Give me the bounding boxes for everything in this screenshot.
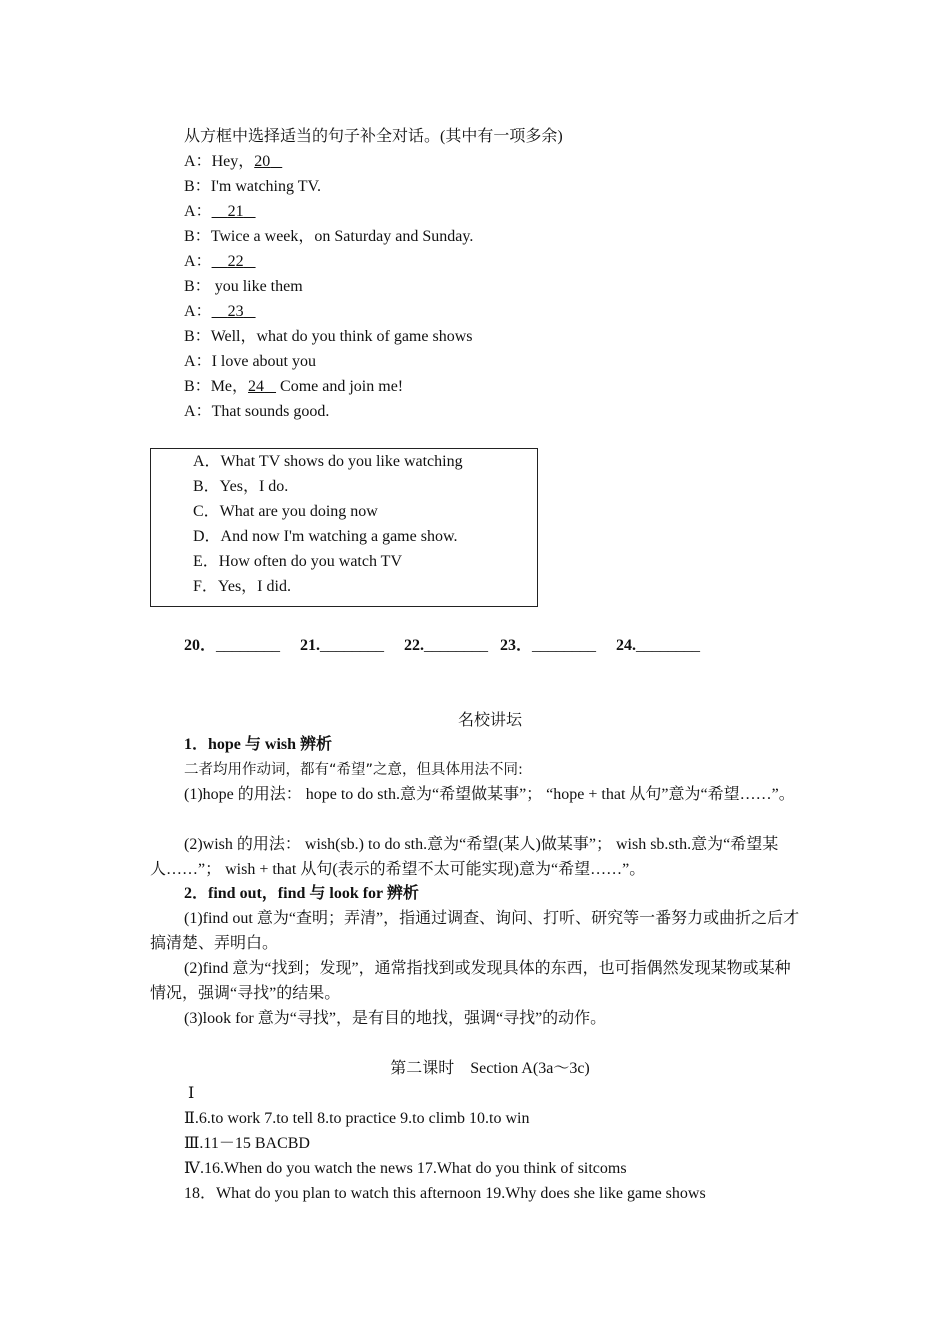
answer-label: 24.: [616, 637, 637, 654]
blank-number: 20: [254, 153, 271, 170]
speaker: A：: [184, 353, 212, 370]
answers-title: 第二课时 Section A(3a～3c): [390, 1060, 590, 1077]
lecture-paragraph: (3)look for 意为“寻找”，是有目的地找，强调“寻找”的动作。: [184, 1010, 607, 1027]
dialogue-line: [184, 252, 256, 272]
speaker: B：: [184, 228, 211, 245]
speaker: A：: [184, 303, 212, 320]
answer-line[interactable]: ________: [216, 637, 281, 654]
dialogue-line: [184, 227, 473, 247]
line-text: Twice a week，on Saturday and Sunday.: [210, 228, 474, 245]
blank-number: 24: [248, 378, 265, 395]
answers-line: Ⅱ.6.to work 7.to tell 8.to practice 9.to climb 10.to win: [184, 1110, 530, 1127]
answer-label: 22.: [404, 637, 425, 654]
answer-line[interactable]: ________: [532, 637, 597, 654]
lecture-paragraph: (1)find out 意为“查明；弄清”，指通过调查、询问、打听、研究等一番努力或曲折之后才搞清楚、弄明白。: [150, 910, 800, 952]
line-text: I love about you: [211, 353, 316, 370]
speaker: B：: [184, 178, 211, 195]
dialogue-line: [184, 402, 329, 422]
line-text: I'm watching TV.: [210, 178, 321, 195]
lecture-title: 名校讲坛: [457, 712, 522, 729]
answer-line[interactable]: ________: [320, 637, 385, 654]
lecture-paragraph: (2)find 意为“找到；发现”，通常指找到或发现具体的东西，也可指偶然发现某物或某种情况，强调“寻找”的结果。: [150, 960, 791, 1002]
dialogue-line: [184, 202, 256, 222]
blank-number: 23: [227, 303, 244, 320]
speaker: B：: [184, 278, 211, 295]
dialogue-line: [184, 152, 282, 172]
option-b: B．Yes，I do.: [193, 478, 289, 495]
line-text: you like them: [210, 278, 303, 295]
line-text: Come and join me!: [276, 378, 404, 395]
speaker: A：: [184, 203, 212, 220]
blank-23[interactable]: [212, 303, 256, 320]
dialogue-line: [184, 352, 316, 372]
option-f: F．Yes，I did.: [193, 578, 291, 595]
answer-line[interactable]: ________: [636, 637, 701, 654]
answer-label: 23．: [500, 637, 533, 654]
line-text: Well，what do you think of game shows: [210, 328, 473, 345]
dialogue-line: [184, 377, 403, 397]
option-d: D．And now I'm watching a game show.: [193, 528, 458, 545]
lecture-paragraph: 二者均用作动词，都有“希望”之意，但具体用法不同:: [184, 762, 523, 778]
blank-24[interactable]: [248, 378, 276, 395]
speaker: A：: [184, 153, 212, 170]
blank-21[interactable]: [212, 203, 256, 220]
dialogue-line: [184, 277, 303, 297]
lecture-heading-1: 1．hope 与 wish 辨析: [184, 736, 333, 753]
blank-20[interactable]: [254, 153, 282, 170]
option-a: A．What TV shows do you like watching: [193, 453, 463, 470]
dialogue-line: [184, 327, 472, 347]
blank-number: 22: [227, 253, 244, 270]
lecture-paragraph: (2)wish 的用法： wish(sb.) to do sth.意为“希望(某人)做某事”； wish sb.sth.意为“希望某人……”； wish + that 从句(表示的希望不太可能实现)意为“希望……”。: [150, 836, 779, 878]
instruction: 从方框中选择适当的句子补全对话。(其中有一项多余): [184, 128, 563, 145]
line-text: That sounds good.: [211, 403, 330, 420]
speaker: B：: [184, 328, 211, 345]
line-text: Hey，: [211, 153, 255, 170]
speaker: A：: [184, 253, 212, 270]
speaker: A：: [184, 403, 212, 420]
lecture-paragraph: (1)hope 的用法： hope to do sth.意为“希望做某事”； “hope + that 从句”意为“希望……”。: [184, 786, 795, 803]
blank-number: 21: [227, 203, 244, 220]
option-c: C．What are you doing now: [193, 503, 378, 520]
answer-line[interactable]: ________: [424, 637, 489, 654]
answers-line: 18．What do you plan to watch this afternoon 19.Why does she like game shows: [184, 1185, 706, 1202]
blank-22[interactable]: [212, 253, 256, 270]
speaker: B：: [184, 378, 211, 395]
answer-blanks-row: [184, 636, 700, 656]
dialogue-line: [184, 302, 256, 322]
answers-line: Ⅳ.16.When do you watch the news 17.What do you think of sitcoms: [184, 1160, 627, 1177]
answers-line: Ⅰ: [188, 1085, 195, 1102]
option-e: E．How often do you watch TV: [193, 553, 403, 570]
answer-label: 21.: [300, 637, 321, 654]
lecture-heading-2: 2．find out，find 与 look for 辨析: [184, 885, 419, 902]
answer-label: 20．: [184, 637, 217, 654]
line-text: Me，: [210, 378, 249, 395]
answers-line: Ⅲ.11－15 BACBD: [184, 1135, 310, 1152]
dialogue-line: [184, 177, 321, 197]
